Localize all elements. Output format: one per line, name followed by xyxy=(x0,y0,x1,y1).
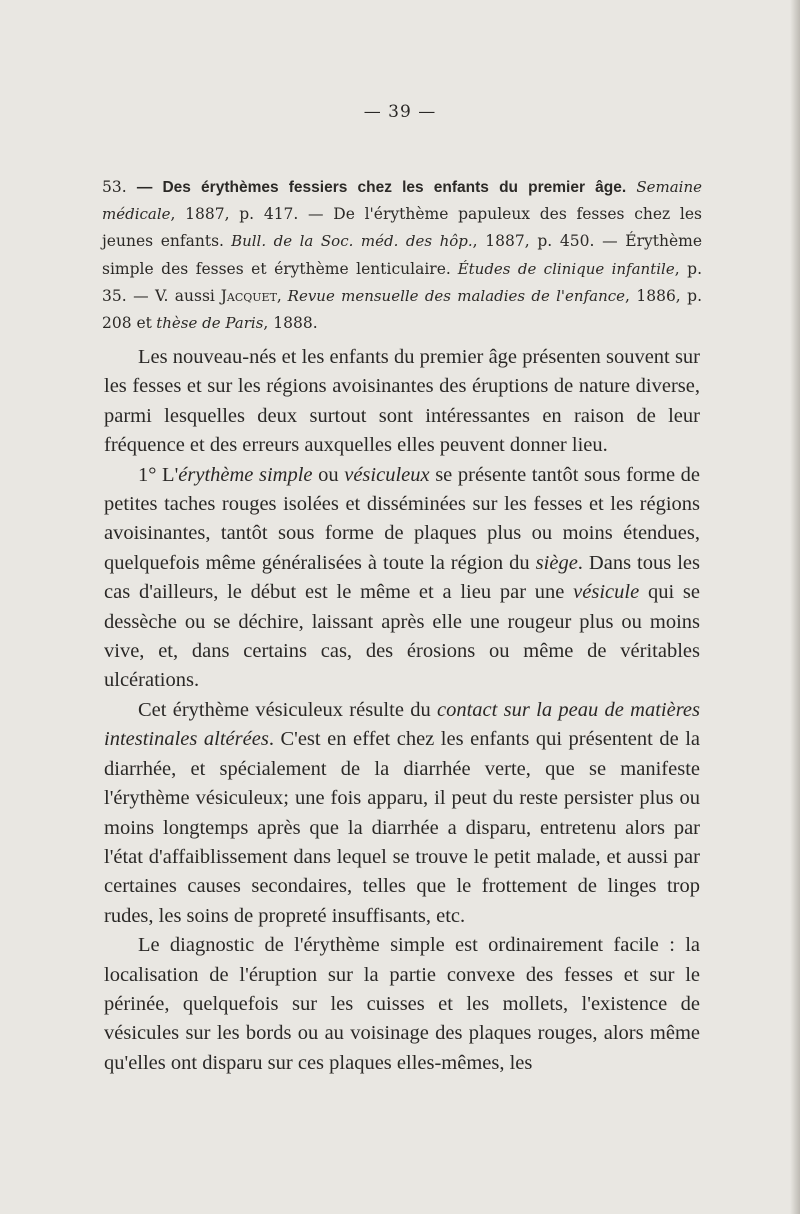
footnote-separator: , xyxy=(276,286,282,305)
paragraph-3 xyxy=(104,696,700,931)
footnote-journal-3: Études de clinique infantile xyxy=(457,259,675,278)
paragraph-4: Le diagnostic de l'érythème simple est ordinairement facile : la localisation de l'éruption sur la partie convexe des fesses et sur le périnée, quelquefois sur les cuisses et les mollets, l'existence de vésicules sur les bords ou au voisinage des plaques rouges, alors même qu'elles ont disparu sur ces plaques elles-mêmes, les xyxy=(104,934,700,1074)
footnote-text-1: — Des érythèmes fessiers chez les enfants du premier âge. xyxy=(136,179,627,196)
paragraph-1: Les nouveau-nés et les enfants du premier âge présenten souvent sur les fesses et sur les régions avoisinantes des éruptions de nature diverse, parmi lesquelles deux surtout sont intéressantes en raison de leur fréquence et des erreurs auxquelles elles peuvent donner lieu. xyxy=(104,346,700,457)
paragraph-2-text-b: ou xyxy=(312,463,345,486)
paragraph-2 xyxy=(104,461,700,696)
paragraph-2-emphasis-1: érythème simple xyxy=(178,463,313,486)
paragraph-3-text-b: . C'est en effet chez les enfants qui présentent de la diarrhée, et spécialement de la diarrhée verte, que se manifeste l'érythème vésiculeux; une fois apparu, il peut du reste persister plus ou moins longtemps après que la diarrhée a disparu, entretenu alors par l'état d'affaiblissement dans lequel se trouve le petit malade, et aussi par certaines causes secondaires, telles que le frottement de linges trop rudes, les soins de propreté insuffisants, etc. xyxy=(104,728,700,927)
paragraph-3-emphasis-1: contact sur la peau de matières intestinales altérées xyxy=(104,698,701,751)
bibliographic-footnote xyxy=(102,174,702,337)
paragraph-2-emphasis-3: siège xyxy=(535,551,578,574)
footnote-text-3: , 1887, p. 450. — Érythème simple des fesses et érythème lenticulaire. xyxy=(102,232,702,278)
paragraph-2-emphasis-4: vésicule xyxy=(573,581,640,604)
footnote-text-7: , 1888. xyxy=(263,314,318,333)
main-text xyxy=(104,343,700,1078)
paragraph-3-text-a: Cet érythème vésiculeux résulte du xyxy=(138,698,438,721)
footnote-number: 53. xyxy=(102,178,127,196)
footnote-journal-4: Revue mensuelle des maladies de l'enfance xyxy=(287,286,626,305)
footnote-text-6: , 1886, p. 208 et xyxy=(102,286,702,333)
footnote-author: Jacquet xyxy=(220,286,277,305)
paragraph-2-text-d: . Dans tous les cas d'ailleurs, le début est le même et a lieu par une xyxy=(104,551,701,604)
footnote-thesis: thèse de Paris xyxy=(156,314,264,333)
page-edge-shadow xyxy=(790,0,800,1214)
page-number: — 39 — xyxy=(363,102,437,122)
footnote-journal-2: Bull. de la Soc. méd. des hôp. xyxy=(231,232,473,251)
paragraph-2-text-a: 1° L' xyxy=(138,463,179,486)
footnote-text-2: , 1887, p. 417. — De l'érythème papuleux des fesses chez les jeunes enfants. xyxy=(102,205,702,251)
paragraph-2-emphasis-2: vésiculeux xyxy=(344,463,430,486)
footnote-text-4: , p. 35. — V. aussi xyxy=(102,259,702,305)
paragraph-2-text-e: qui se dessèche ou se déchire, laissant après elle une rougeur plus ou moins vive, et, dans certains cas, des érosions ou même de véritables ulcérations. xyxy=(104,581,700,692)
paragraph-2-text-c: se présente tantôt sous forme de petites taches rouges isolées et disséminées sur les fesses et les régions avoisinantes, tantôt sous forme de plaques plus ou moins étendues, quelquefois même généralisées à toute la région du xyxy=(104,463,700,574)
footnote-journal-1: Semaine médicale xyxy=(102,178,702,224)
